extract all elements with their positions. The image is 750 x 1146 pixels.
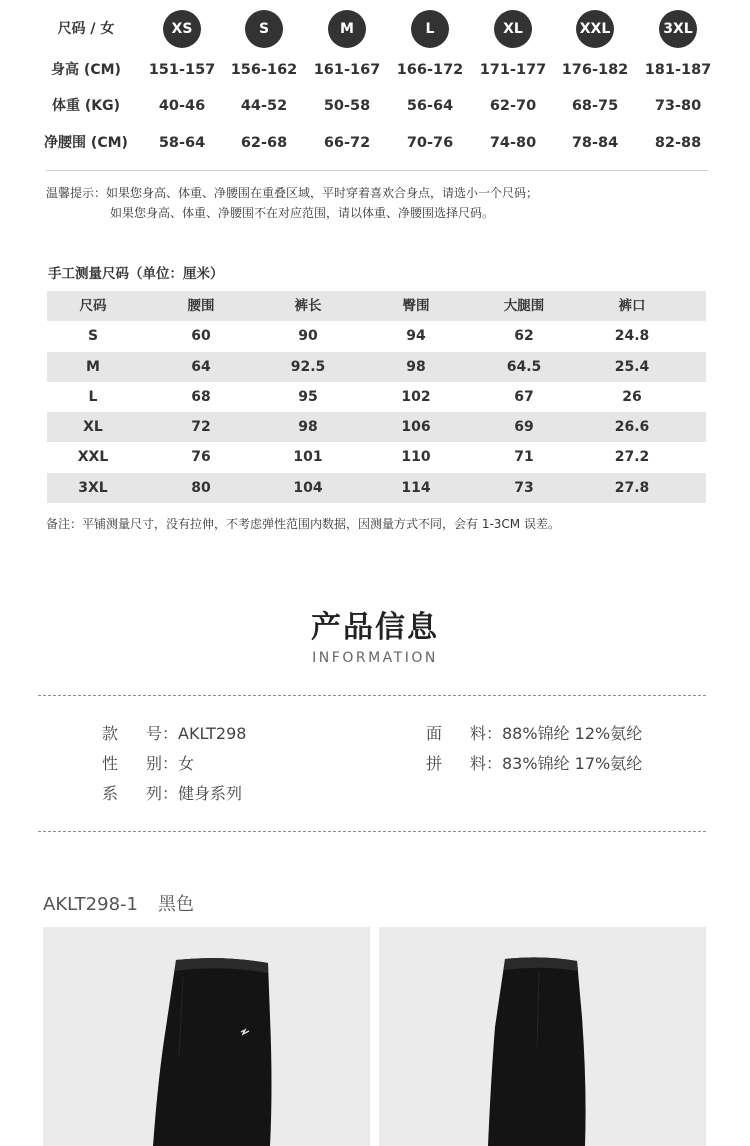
table-cell: 68 <box>191 388 211 405</box>
info-key: 系 <box>102 784 119 803</box>
sku-code: AKLT298-1 <box>43 894 138 915</box>
waist-value: 62-68 <box>240 135 288 151</box>
table-cell: 102 <box>401 388 431 405</box>
table-cell: S <box>87 328 99 345</box>
height-value: 156-162 <box>230 62 298 78</box>
height-value: 181-187 <box>644 62 712 78</box>
table-cell: 98 <box>298 419 318 436</box>
weight-value: 68-75 <box>571 98 619 114</box>
weight-value: 62-70 <box>489 98 537 114</box>
table-cell: 76 <box>191 449 211 466</box>
info-key: 拼 <box>426 754 443 773</box>
measurement-note: 备注：平铺测量尺寸，没有拉伸，不考虑弹性范围内数据，因测量方式不同，会有 1-3CM 误差。 <box>46 517 560 531</box>
info-key: 列： <box>146 784 179 803</box>
waist-value: 74-80 <box>489 135 537 151</box>
product-photo-back <box>379 927 706 1146</box>
size-badge-m: M <box>328 10 366 48</box>
info-item-gender <box>102 749 194 779</box>
size-badge-s: S <box>245 10 283 48</box>
table-row <box>47 352 706 382</box>
column-header: 大腿围 <box>503 298 545 314</box>
waist-value: 66-72 <box>323 135 371 151</box>
table-cell: 64 <box>191 358 211 375</box>
table-cell: 60 <box>191 328 211 345</box>
table-cell: 104 <box>293 479 323 496</box>
table-cell: 67 <box>514 388 534 405</box>
table-row <box>47 473 706 503</box>
table-cell: 27.2 <box>614 449 650 466</box>
color-variant-label <box>43 890 194 916</box>
pants-front-image <box>43 927 370 1146</box>
waist-value: 82-88 <box>654 135 702 151</box>
weight-row <box>0 86 750 126</box>
size-badge-3xl: 3XL <box>659 10 697 48</box>
weight-value: 73-80 <box>654 98 702 114</box>
table-cell: XL <box>83 419 103 436</box>
column-header: 尺码 <box>79 298 107 314</box>
table-cell: XXL <box>77 449 109 466</box>
info-key: 号： <box>146 724 179 743</box>
table-cell: 26 <box>622 388 642 405</box>
table-cell: 94 <box>406 328 426 345</box>
info-key: 款 <box>102 724 119 743</box>
size-badge-xxl: XXL <box>576 10 614 48</box>
size-badge-xl: XL <box>494 10 532 48</box>
waist-row <box>0 123 750 163</box>
info-key: 面 <box>426 724 443 743</box>
size-header-label: 尺码 / 女 <box>57 21 115 37</box>
product-info-subtitle: INFORMATION <box>312 650 438 666</box>
table-header-row <box>47 291 706 321</box>
table-cell: 25.4 <box>614 358 650 375</box>
height-value: 171-177 <box>479 62 547 78</box>
waist-value: 70-76 <box>406 135 454 151</box>
measure-table-title: 手工测量尺码（单位：厘米） <box>48 266 224 282</box>
table-cell: 101 <box>293 449 323 466</box>
measure-table <box>47 291 706 503</box>
info-value: 88%锦纶 12%氨纶 <box>502 724 643 743</box>
info-key: 料： <box>470 754 503 773</box>
table-row <box>47 412 706 442</box>
waist-value: 58-64 <box>158 135 206 151</box>
table-cell: 72 <box>191 419 211 436</box>
tip-line: 如果您身高、体重、净腰围不在对应范围，请以体重、净腰围选择尺码。 <box>110 206 495 220</box>
height-row <box>0 50 750 90</box>
table-row <box>47 321 706 351</box>
info-key: 别： <box>146 754 179 773</box>
weight-value: 50-58 <box>323 98 371 114</box>
column-header: 裤长 <box>294 298 322 314</box>
table-cell: 62 <box>514 328 534 345</box>
waist-value: 78-84 <box>571 135 619 151</box>
info-item-series <box>102 779 242 809</box>
info-value: 女 <box>178 754 195 773</box>
info-value: 健身系列 <box>178 784 243 803</box>
divider <box>38 831 706 832</box>
height-value: 161-167 <box>313 62 381 78</box>
table-cell: 98 <box>406 358 426 375</box>
table-cell: M <box>86 358 100 375</box>
table-cell: 110 <box>401 449 431 466</box>
table-cell: 27.8 <box>614 479 650 496</box>
weight-value: 56-64 <box>406 98 454 114</box>
table-row <box>47 442 706 472</box>
row-label: 身高 (CM) <box>51 62 121 78</box>
product-photo-front <box>43 927 370 1146</box>
table-cell: 92.5 <box>290 358 326 375</box>
size-header-row <box>0 9 750 49</box>
table-cell: 114 <box>401 479 431 496</box>
column-header: 裤口 <box>618 298 646 314</box>
info-item-fabric <box>426 719 642 749</box>
table-row <box>47 382 706 412</box>
column-header: 腰围 <box>187 298 215 314</box>
info-item-panel-fabric <box>426 749 642 779</box>
info-item-model <box>102 719 246 749</box>
row-label: 体重 (KG) <box>51 98 120 114</box>
tip-line: 温馨提示：如果您身高、体重、净腰围在重叠区域，平时穿着喜欢合身点，请选小一个尺码； <box>46 186 539 200</box>
pants-back-image <box>379 927 706 1146</box>
info-value: AKLT298 <box>178 724 247 743</box>
table-cell: 3XL <box>78 479 108 496</box>
product-info-title: 产品信息 <box>311 610 439 645</box>
table-cell: 69 <box>514 419 534 436</box>
table-cell: 26.6 <box>614 419 650 436</box>
color-name: 黑色 <box>157 894 194 915</box>
table-cell: L <box>88 388 98 405</box>
height-value: 176-182 <box>561 62 629 78</box>
info-key: 料： <box>470 724 503 743</box>
table-cell: 64.5 <box>506 358 542 375</box>
table-cell: 106 <box>401 419 431 436</box>
table-cell: 95 <box>298 388 318 405</box>
info-value: 83%锦纶 17%氨纶 <box>502 754 643 773</box>
weight-value: 44-52 <box>240 98 288 114</box>
divider <box>46 170 708 171</box>
weight-value: 40-46 <box>158 98 206 114</box>
divider <box>38 695 706 696</box>
height-value: 151-157 <box>148 62 216 78</box>
table-cell: 71 <box>514 449 534 466</box>
height-value: 166-172 <box>396 62 464 78</box>
column-header: 臀围 <box>402 298 430 314</box>
size-badge-xs: XS <box>163 10 201 48</box>
table-cell: 73 <box>514 479 534 496</box>
info-key: 性 <box>102 754 119 773</box>
size-tip <box>46 183 538 223</box>
table-cell: 24.8 <box>614 328 650 345</box>
table-cell: 90 <box>298 328 318 345</box>
table-cell: 80 <box>191 479 211 496</box>
size-badge-l: L <box>411 10 449 48</box>
row-label: 净腰围 (CM) <box>44 135 128 151</box>
